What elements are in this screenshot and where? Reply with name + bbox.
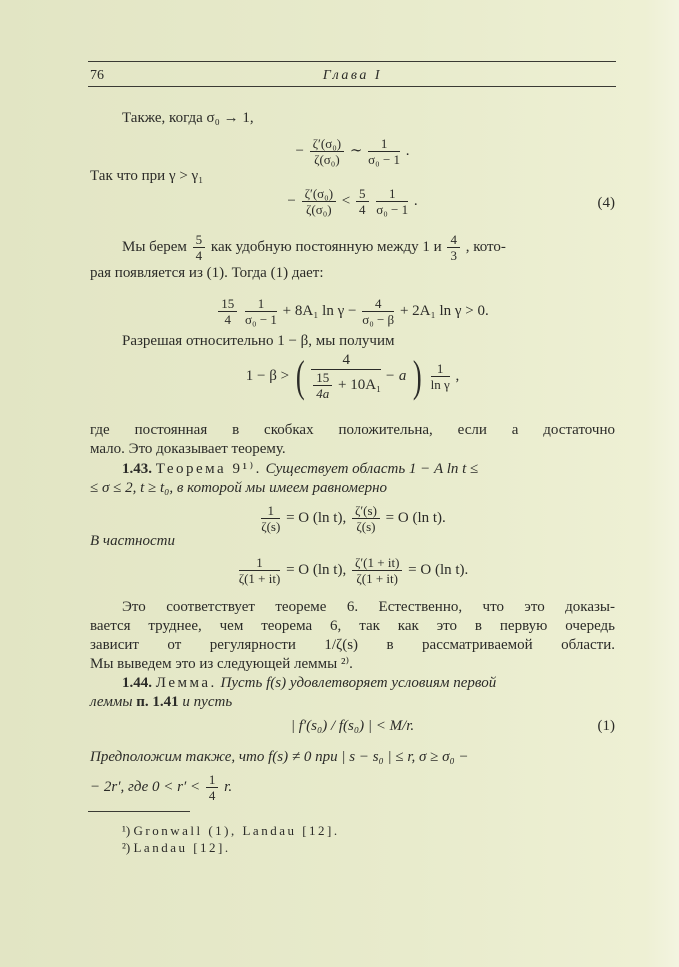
numerator: 1 bbox=[368, 136, 400, 152]
numerator: 5 bbox=[193, 232, 206, 248]
text: − 2r′, где 0 < r′ < bbox=[90, 778, 201, 795]
math-symbol: . bbox=[405, 142, 410, 159]
paragraph-line: где постоянная в скобках положительна, если a достаточно bbox=[90, 422, 615, 438]
numerator: 1 bbox=[431, 361, 450, 377]
denominator: ζ(1 + it) bbox=[238, 571, 281, 586]
math-symbol: − bbox=[287, 192, 296, 209]
numerator: 1 bbox=[261, 503, 280, 519]
equation bbox=[90, 352, 615, 401]
text: r. bbox=[224, 778, 233, 795]
numerator: 1 bbox=[239, 555, 281, 571]
fraction bbox=[313, 370, 332, 401]
text: леммы bbox=[90, 694, 133, 710]
running-header bbox=[90, 67, 615, 85]
paragraph-line: Мы выведем это из следующей леммы ²⁾. bbox=[90, 656, 353, 672]
lemma-text bbox=[90, 693, 615, 711]
equation bbox=[90, 296, 615, 327]
math-term: + 2A₁ ln γ > 0. bbox=[399, 302, 489, 319]
denominator: ζ(1 + it) bbox=[356, 571, 398, 586]
paragraph-line: рая появляется из (1). Тогда (1) дает: bbox=[90, 265, 324, 281]
denominator: 4 bbox=[359, 202, 366, 217]
math-term: = O (ln t). bbox=[385, 509, 446, 526]
numerator: ζ′(σ₀) bbox=[302, 186, 336, 202]
footnote-2 bbox=[122, 839, 647, 857]
numerator: 15 bbox=[313, 370, 332, 386]
math-symbol: < bbox=[341, 192, 351, 209]
lemma-name: Лемма. bbox=[155, 675, 217, 691]
paragraph-line: зависит от регулярности 1/ζ(s) в рассматриваемой области. bbox=[90, 637, 615, 653]
denominator: 3 bbox=[450, 248, 457, 263]
fraction bbox=[431, 361, 450, 392]
numerator: ζ′(s) bbox=[352, 503, 380, 519]
footnote-mark: ¹) bbox=[122, 823, 131, 838]
fraction bbox=[261, 503, 280, 534]
paragraph-line: мало. Это доказывает теорему. bbox=[90, 441, 286, 457]
numerator: ζ′(σ₀) bbox=[310, 136, 344, 152]
theorem-heading bbox=[122, 460, 615, 478]
paragraph-text: Разрешая относительно 1 − β, мы получим bbox=[122, 333, 395, 349]
numerator: 4 bbox=[362, 296, 394, 312]
fraction bbox=[206, 772, 219, 803]
fraction bbox=[218, 296, 237, 327]
page-number: 76 bbox=[90, 68, 104, 83]
numerator: 5 bbox=[356, 186, 369, 202]
denominator: ζ(s) bbox=[356, 519, 376, 534]
paragraph-line bbox=[122, 232, 615, 263]
denominator: σ₀ − 1 bbox=[376, 202, 409, 217]
paragraph-text: Также, когда σ₀ → 1, bbox=[122, 110, 254, 126]
denominator: ζ(s) bbox=[261, 519, 281, 534]
chapter-title: Глава I bbox=[322, 68, 383, 83]
math-symbol: . bbox=[413, 192, 418, 209]
equation-number: (1) bbox=[597, 718, 615, 734]
theorem-number: 1.43. bbox=[122, 461, 152, 477]
denominator: ζ(σ₀) bbox=[306, 202, 332, 217]
fraction bbox=[447, 232, 460, 263]
denominator: 4 bbox=[224, 312, 232, 327]
left-paren: ( bbox=[295, 351, 305, 401]
denominator: ζ(σ₀) bbox=[314, 152, 340, 167]
fraction bbox=[368, 136, 400, 167]
math-term: = O (ln t). bbox=[408, 561, 469, 578]
fraction bbox=[193, 232, 206, 263]
footnote-mark: ²) bbox=[122, 840, 131, 855]
denominator: 4 bbox=[208, 788, 216, 803]
fraction bbox=[356, 186, 369, 217]
numerator: 15 bbox=[218, 296, 237, 312]
equation-number: (4) bbox=[597, 195, 615, 211]
text: и пусть bbox=[182, 694, 233, 710]
denominator: 4a bbox=[316, 386, 330, 401]
paragraph-line: вается труднее, чем теорема 6, так как это в первую очередь bbox=[90, 618, 615, 634]
footnote-text: Gronwall (1), Landau [12]. bbox=[133, 823, 340, 838]
header-top-rule bbox=[88, 61, 616, 62]
theorem-name: Теорема 9¹⁾. bbox=[155, 461, 262, 477]
paragraph-line: Предположим также, что f(s) ≠ 0 при | s − s₀ | ≤ r, σ ≥ σ₀ − bbox=[90, 749, 469, 765]
fraction bbox=[302, 186, 336, 217]
math-symbol: ∼ bbox=[349, 142, 363, 159]
fraction bbox=[352, 503, 380, 534]
equation-1 bbox=[90, 717, 615, 735]
text: как удобную постоянную между 1 и bbox=[210, 238, 442, 255]
denominator: ln γ bbox=[430, 377, 450, 392]
fraction bbox=[352, 555, 402, 586]
lemma-text: Пусть f(s) удовлетворяет условиям первой bbox=[220, 675, 497, 691]
math-symbol: − bbox=[295, 142, 304, 159]
fraction bbox=[376, 186, 408, 217]
fraction bbox=[362, 296, 394, 327]
fraction bbox=[245, 296, 277, 327]
math-term: + 10A₁ bbox=[338, 376, 382, 393]
paragraph-text: Так что при γ > γ₁ bbox=[90, 168, 204, 184]
paragraph-text: В частности bbox=[90, 533, 175, 549]
equation-4 bbox=[90, 186, 615, 217]
numerator: 4 bbox=[447, 232, 460, 248]
fraction bbox=[310, 136, 344, 167]
numerator: ζ′(1 + it) bbox=[352, 555, 402, 571]
math-term: + 8A₁ ln γ − bbox=[282, 302, 357, 319]
numerator: 1 bbox=[206, 772, 219, 788]
paragraph-line bbox=[90, 772, 615, 803]
lemma-number: 1.44. bbox=[122, 675, 152, 691]
math-term: | f′(s₀) / f(s₀) | < M/r. bbox=[290, 718, 415, 734]
footnote-text: Landau [12]. bbox=[133, 840, 231, 855]
denominator: σ₀ − 1 bbox=[368, 152, 401, 167]
lemma-heading bbox=[122, 674, 615, 692]
equation bbox=[90, 136, 615, 167]
denominator bbox=[311, 370, 381, 401]
numerator: 1 bbox=[245, 296, 277, 312]
theorem-text: Существует область 1 − A ln t ≤ bbox=[265, 461, 479, 477]
numerator: 1 bbox=[376, 186, 408, 202]
paragraph-line: Это соответствует теореме 6. Естественно, что это доказы- bbox=[122, 599, 615, 615]
denominator: σ₀ − β bbox=[362, 312, 395, 327]
header-bottom-rule bbox=[88, 86, 616, 87]
math-term: − a bbox=[385, 367, 407, 384]
math-term: = O (ln t), bbox=[286, 509, 347, 526]
denominator: 4 bbox=[195, 248, 203, 263]
theorem-text: ≤ σ ≤ 2, t ≥ t₀, в которой мы имеем равномерно bbox=[90, 480, 388, 496]
text: п. 1.41 bbox=[136, 694, 179, 710]
footnote-1 bbox=[122, 822, 647, 840]
right-paren: ) bbox=[413, 351, 422, 401]
equation bbox=[90, 503, 615, 534]
fraction bbox=[239, 555, 281, 586]
text: Мы берем bbox=[122, 238, 187, 255]
equation bbox=[90, 555, 615, 586]
denominator: σ₀ − 1 bbox=[245, 312, 277, 327]
math-term: 1 − β > bbox=[245, 367, 290, 384]
math-symbol: , bbox=[455, 367, 460, 384]
numerator: 4 bbox=[311, 352, 381, 370]
text: , кото- bbox=[465, 238, 506, 255]
math-term: = O (ln t), bbox=[286, 561, 347, 578]
fraction bbox=[311, 352, 381, 401]
footnote-rule bbox=[88, 811, 190, 812]
